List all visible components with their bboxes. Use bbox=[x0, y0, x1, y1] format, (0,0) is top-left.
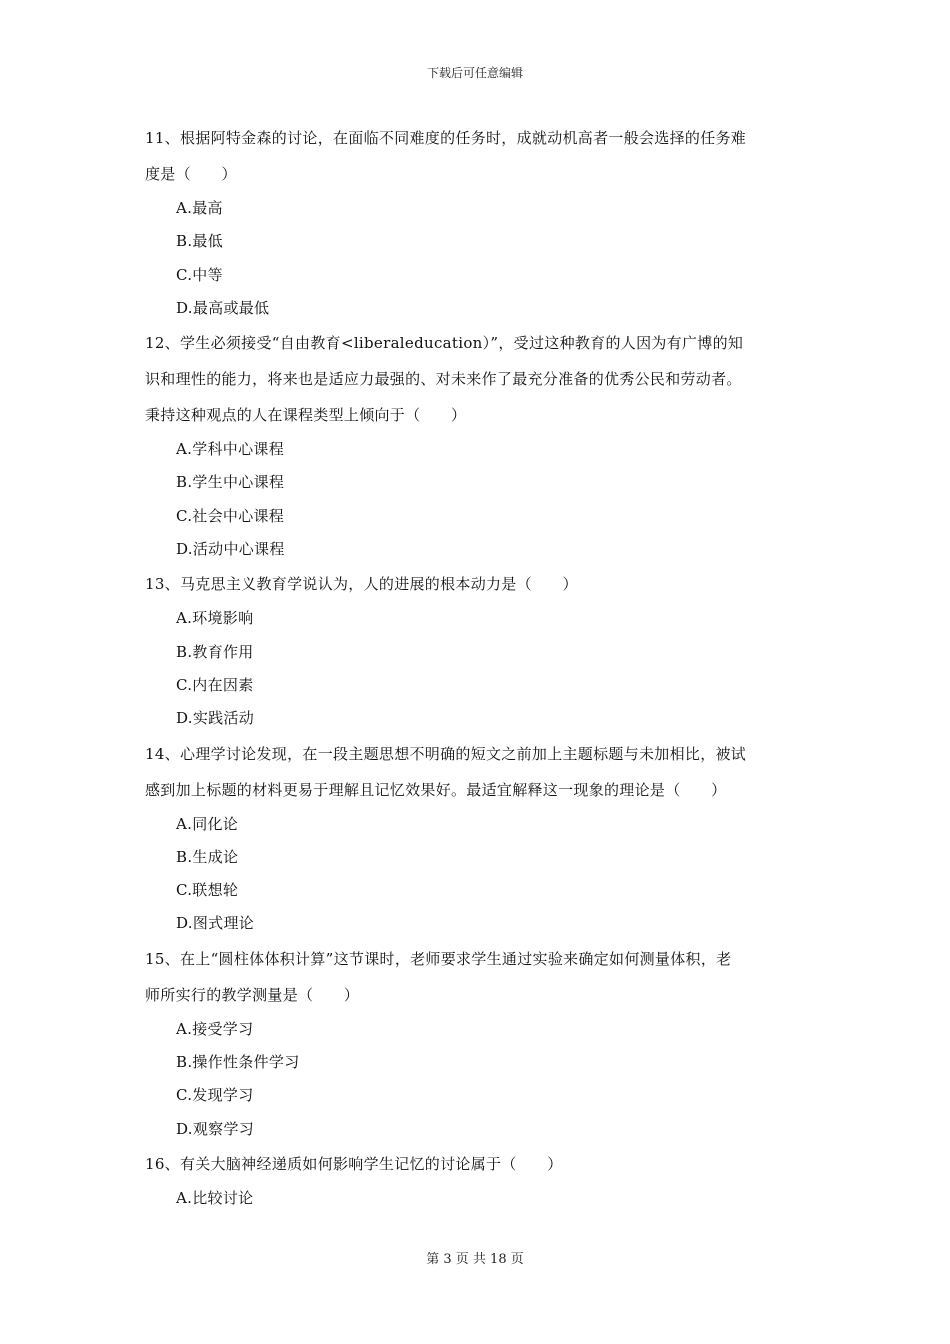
question-14-line-1: 14、心理学讨论发现，在一段主题思想不明确的短文之前加上主题标题与未加相比，被试 bbox=[145, 744, 747, 763]
question-15-line-2: 师所实行的教学测量是（ ） bbox=[145, 985, 360, 1004]
question-15 bbox=[145, 941, 810, 1146]
question-11-option-a: A.最高 bbox=[176, 199, 223, 217]
question-15-line-1: 15、在上“圆柱体体积计算”这节课时，老师要求学生通过实验来确定如何测量体积，老 bbox=[145, 949, 732, 968]
question-13-line-1: 13、马克思主义教育学说认为，人的进展的根本动力是（ ） bbox=[145, 575, 578, 594]
question-12-option-a: A.学科中心课程 bbox=[176, 440, 285, 459]
page-footer: 第 3 页 共 18 页 bbox=[426, 1252, 524, 1267]
question-12-line-3: 秉持这种观点的人在课程类型上倾向于（ ） bbox=[145, 406, 467, 425]
question-12-option-b: B.学生中心课程 bbox=[176, 473, 285, 492]
question-16 bbox=[145, 1146, 810, 1215]
question-11-option-c: C.中等 bbox=[176, 265, 223, 284]
question-12-line-1: 12、学生必须接受“自由教育<liberaleducation）”，受过这种教育的人因为有广博的知 bbox=[145, 334, 744, 353]
question-13-option-a: A.环境影响 bbox=[176, 609, 254, 628]
question-11 bbox=[145, 120, 810, 325]
question-15-option-a: A.接受学习 bbox=[176, 1019, 254, 1038]
question-13-option-b: B.教育作用 bbox=[176, 642, 254, 661]
question-11-line-1: 11、根据阿特金森的讨论，在面临不同难度的任务时，成就动机高者一般会选择的任务难 bbox=[145, 129, 747, 147]
page-header: 下载后可任意编辑 bbox=[426, 66, 523, 80]
question-16-option-a: A.比较讨论 bbox=[176, 1188, 254, 1207]
question-14-line-2: 感到加上标题的材料更易于理解且记忆效果好。最适宜解释这一现象的理论是（ ） bbox=[145, 780, 727, 799]
question-list bbox=[145, 120, 810, 1215]
question-11-option-b: B.最低 bbox=[176, 232, 223, 251]
question-15-option-d: D.观察学习 bbox=[176, 1119, 255, 1138]
question-14-option-a: A.同化论 bbox=[176, 814, 239, 833]
question-12-option-d: D.活动中心课程 bbox=[176, 540, 285, 559]
question-11-line-2: 度是（ ） bbox=[145, 165, 237, 183]
question-12-line-2: 识和理性的能力，将来也是适应力最强的、对未来作了最充分准备的优秀公民和劳动者。 bbox=[145, 370, 742, 389]
question-15-option-b: B.操作性条件学习 bbox=[176, 1053, 300, 1072]
question-15-option-c: C.发现学习 bbox=[176, 1086, 254, 1105]
question-13-option-d: D.实践活动 bbox=[176, 709, 255, 728]
question-14-option-c: C.联想轮 bbox=[176, 881, 239, 900]
question-14-option-b: B.生成论 bbox=[176, 847, 239, 866]
question-11-option-d: D.最高或最低 bbox=[176, 298, 270, 317]
question-12-option-c: C.社会中心课程 bbox=[176, 506, 285, 525]
question-13-option-c: C.内在因素 bbox=[176, 675, 254, 694]
question-14-option-d: D.图式理论 bbox=[176, 914, 255, 933]
question-14 bbox=[145, 736, 810, 941]
question-13 bbox=[145, 566, 810, 735]
question-12 bbox=[145, 325, 810, 566]
question-16-line-1: 16、有关大脑神经递质如何影响学生记忆的讨论属于（ ） bbox=[145, 1154, 563, 1173]
